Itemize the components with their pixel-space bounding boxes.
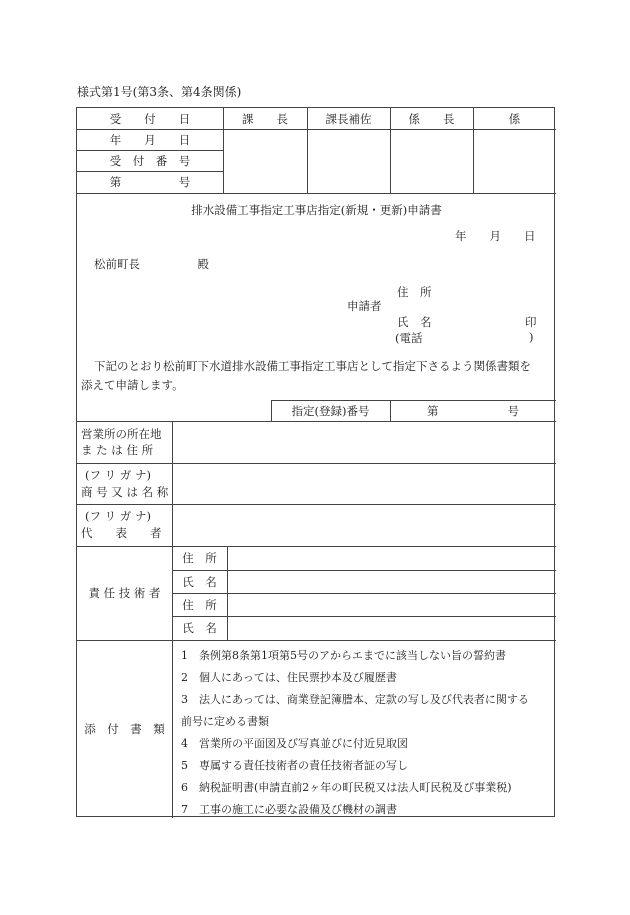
- engineer1-name-field[interactable]: [227, 570, 556, 593]
- representative-furigana-label: (フ リ ガ ナ): [85, 509, 151, 523]
- attachment-item: 3 法人にあっては、商業登記簿謄本、定款の写し及び代表者に関する: [181, 693, 529, 706]
- applicant-name-label: 氏 名: [397, 315, 432, 329]
- reception-number-header: 受 付 番 号: [109, 153, 191, 168]
- reception-date-header: 受 付 日: [109, 111, 191, 126]
- applicant-label: 申請者: [347, 299, 382, 313]
- section-chief-stamp-box[interactable]: [223, 129, 307, 193]
- divider: [390, 108, 391, 193]
- office-location-field[interactable]: [172, 421, 556, 463]
- subsection-chief-header: 係 長: [408, 111, 455, 126]
- addressee: 松前町長 殿: [94, 257, 209, 271]
- body-text-line2: 添えて申請します。: [81, 378, 184, 392]
- attachment-item: 4 営業所の平面図及び写真並びに付近見取図: [181, 737, 408, 750]
- attachment-item: 7 工事の施工に必要な設備及び機材の調書: [181, 803, 397, 816]
- staff-header: 係: [508, 111, 521, 126]
- attachment-item: 5 専属する責任技術者の責任技術者証の写し: [181, 759, 408, 772]
- divider: [307, 108, 308, 193]
- representative-field[interactable]: [172, 504, 556, 546]
- office-location-label-line1: 営業所の所在地: [81, 427, 162, 441]
- attachments-label: 添 付 書 類: [84, 722, 165, 736]
- application-form: [76, 107, 555, 817]
- seal-mark: 印: [525, 315, 537, 329]
- responsible-engineer-label: 責 任 技 術 者: [88, 586, 161, 600]
- attachment-item: 6 納税証明書(申請直前2ヶ年の町民税又は法人町民税及び事業税): [181, 781, 512, 794]
- divider: [77, 129, 556, 130]
- subsection-chief-stamp-box[interactable]: [390, 129, 473, 193]
- registration-number-field[interactable]: 第 号: [427, 403, 519, 418]
- reception-number-field[interactable]: 第 号: [109, 175, 191, 189]
- engineer1-address-field[interactable]: [227, 546, 556, 570]
- engineer2-address-label: 住 所: [182, 597, 217, 612]
- phone-label: (電話: [395, 331, 423, 345]
- applicant-address-label: 住 所: [397, 285, 432, 299]
- body-text-line1: 下記のとおり松前町下水道排水設備工事指定工事店として指定下さるよう関係書類を: [94, 359, 531, 373]
- office-location-label-line2: ま た は 住 所: [81, 443, 154, 457]
- section-chief-header: 課 長: [242, 111, 288, 126]
- phone-close: ): [529, 330, 534, 344]
- attachment-item: 1 条例第8条第1項第5号のアからエまでに該当しない旨の誓約書: [181, 649, 506, 662]
- form-number-label: 様式第1号(第3条、第4条関係): [77, 85, 242, 99]
- engineer1-address-label: 住 所: [182, 551, 217, 565]
- registration-number-label: 指定(登録)番号: [291, 403, 370, 418]
- trade-name-furigana-label: (フ リ ガ ナ): [85, 468, 151, 482]
- trade-name-field[interactable]: [172, 463, 556, 504]
- deputy-chief-stamp-box[interactable]: [307, 129, 390, 193]
- application-date[interactable]: 年 月 日: [455, 229, 536, 243]
- divider: [223, 108, 224, 193]
- divider: [77, 171, 223, 172]
- attachment-item-continuation: 前号に定める書類: [181, 715, 269, 728]
- trade-name-label: 商 号 又 は 名 称: [81, 485, 169, 499]
- engineer2-name-label: 氏 名: [182, 621, 217, 635]
- divider: [473, 108, 474, 193]
- representative-label: 代 表 者: [81, 526, 162, 540]
- staff-stamp-box[interactable]: [473, 129, 556, 193]
- deputy-chief-header: 課長補佐: [325, 111, 372, 126]
- reception-date-field[interactable]: 年 月 日: [109, 132, 191, 147]
- application-title: 排水設備工事指定工事店指定(新規・更新)申請書: [191, 203, 442, 217]
- divider: [77, 150, 223, 151]
- divider: [77, 193, 556, 194]
- attachment-item: 2 個人にあっては、住民票抄本及び履歴書: [181, 671, 397, 684]
- engineer2-name-field[interactable]: [227, 616, 556, 640]
- engineer1-name-label: 氏 名: [182, 574, 217, 589]
- engineer2-address-field[interactable]: [227, 593, 556, 616]
